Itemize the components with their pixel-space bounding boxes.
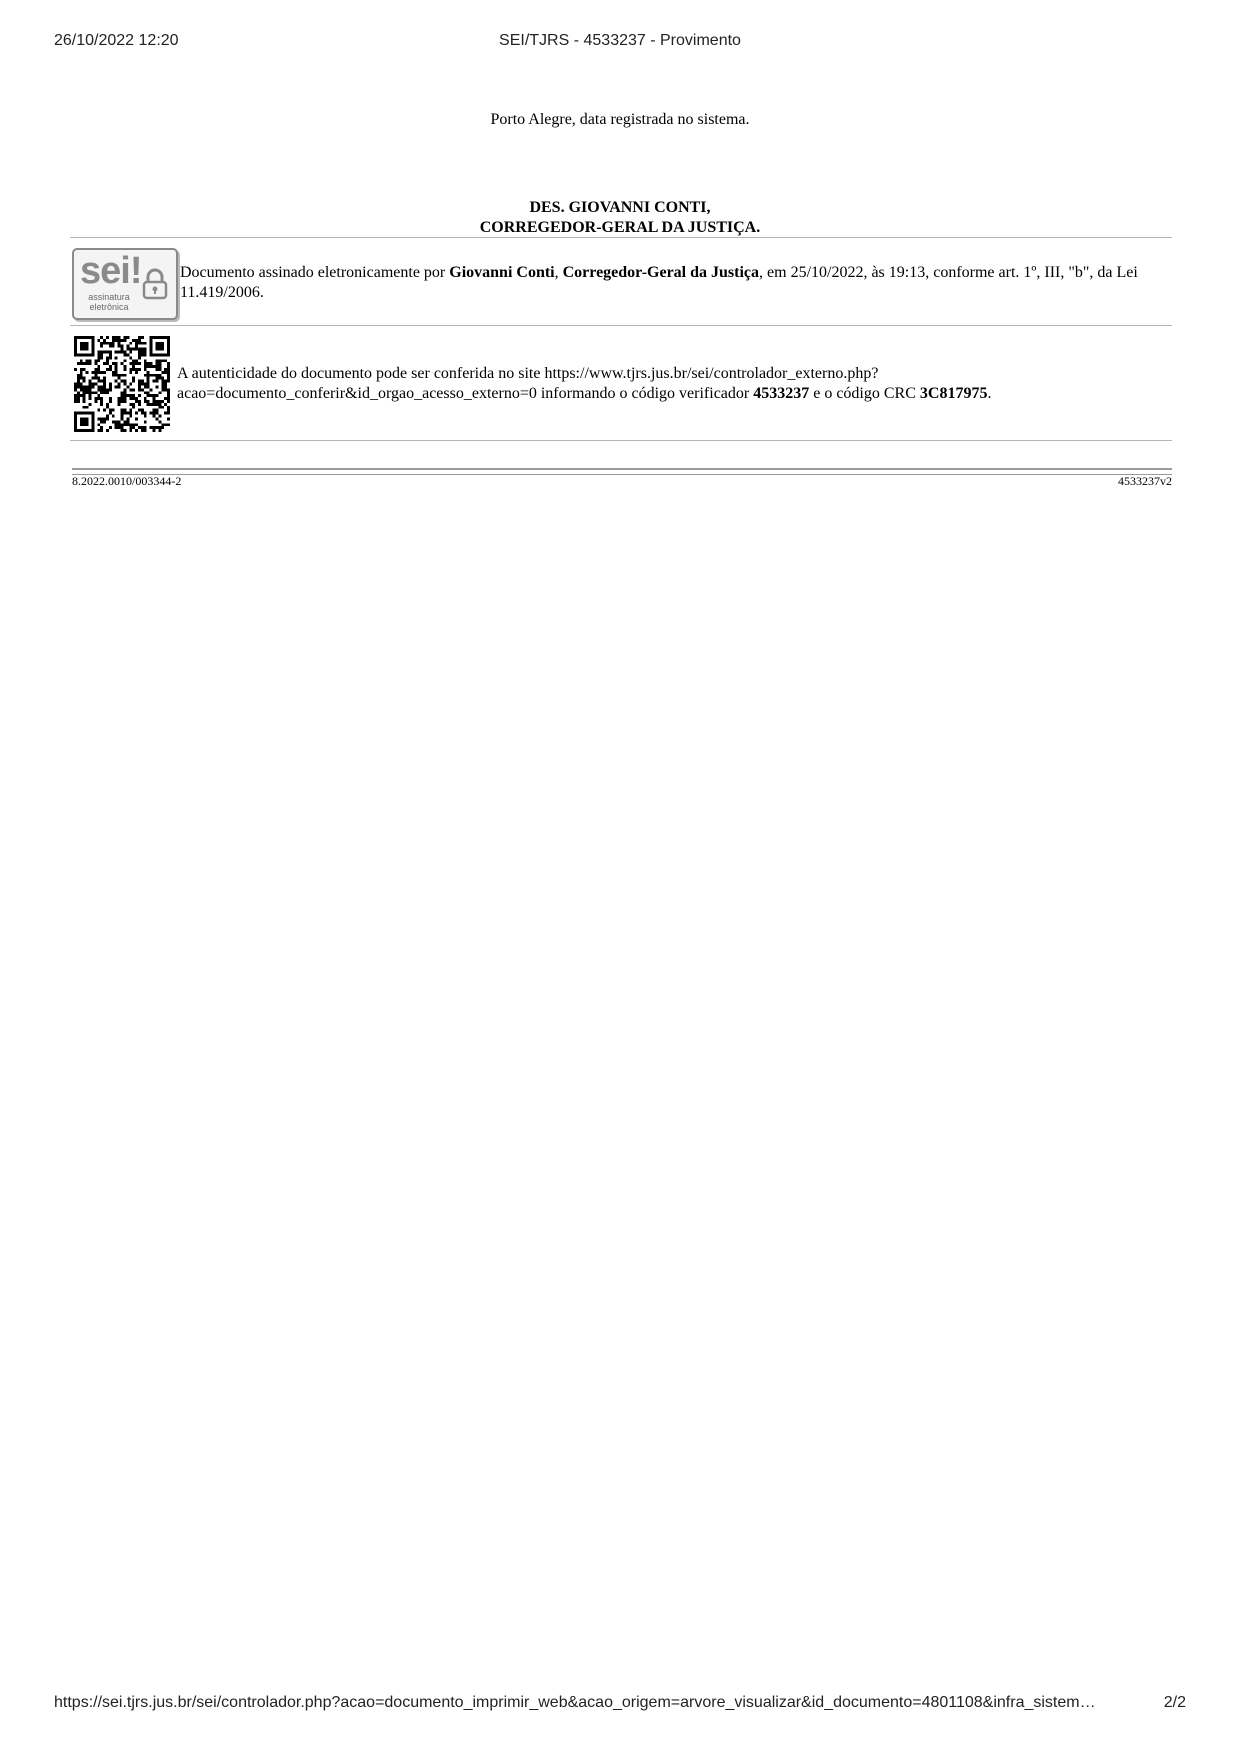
divider xyxy=(70,237,1172,238)
signature-signer: Giovanni Conti xyxy=(449,264,555,281)
signature-separator: , xyxy=(554,264,563,281)
place-date: Porto Alegre, data registrada no sistema. xyxy=(490,111,750,128)
qr-modules xyxy=(74,336,170,432)
authenticity-text xyxy=(177,364,1167,404)
electronic-signature-row xyxy=(72,246,1172,318)
authenticity-text-suffix: . xyxy=(987,385,992,402)
sei-signature-seal-icon xyxy=(72,248,178,320)
signature-text-prefix: Documento assinado eletronicamente por xyxy=(180,264,450,281)
seal-subtitle xyxy=(79,292,139,312)
seal-subtitle-line-1: assinatura xyxy=(88,292,130,302)
page-number: 2/2 xyxy=(1163,1694,1186,1711)
lock-icon xyxy=(142,268,168,300)
print-title: SEI/TJRS - 4533237 - Provimento xyxy=(499,32,741,49)
signature-role: Corregedor-Geral da Justiça xyxy=(562,264,760,281)
print-header xyxy=(0,30,1240,54)
authenticity-text-middle: e o código CRC xyxy=(809,385,920,402)
divider xyxy=(70,440,1172,441)
verifier-code: 4533237 xyxy=(753,385,810,402)
authenticity-text-prefix: A autenticidade do documento pode ser conferida no site https://www.tjrs.jus.br/sei/controlador_externo.php? acao=documento_conferir&id_orgao_acesso_externo=0 informando o código verificador xyxy=(177,365,879,402)
signer-name: DES. GIOVANNI CONTI, xyxy=(529,199,711,216)
signature-text-suffix: , em 25/10/2022, às 19:13, conforme art. 1º, III, "b", da Lei 11.419/2006. xyxy=(180,264,1138,301)
footer-double-divider xyxy=(72,468,1172,475)
seal-word: sei! xyxy=(80,250,142,292)
process-number: 8.2022.0010/003344-2 xyxy=(72,474,182,488)
print-url: https://sei.tjrs.jus.br/sei/controlador.php?acao=documento_imprimir_web&acao_origem=arvore_visualizar&id_documento=4801108&infra_sistem… xyxy=(54,1694,1096,1711)
qr-code-icon xyxy=(74,336,170,432)
seal-subtitle-line-2: eletrônica xyxy=(89,302,129,312)
signer-role: CORREGEDOR-GERAL DA JUSTIÇA. xyxy=(479,219,761,236)
print-footer xyxy=(0,1692,1240,1716)
signature-text xyxy=(180,263,1170,303)
divider xyxy=(70,325,1172,326)
document-version: 4533237v2 xyxy=(1118,474,1172,488)
authenticity-row xyxy=(72,334,1172,434)
signer-block xyxy=(0,198,1240,238)
crc-code: 3C817975 xyxy=(919,385,988,402)
print-datetime: 26/10/2022 12:20 xyxy=(54,32,179,49)
